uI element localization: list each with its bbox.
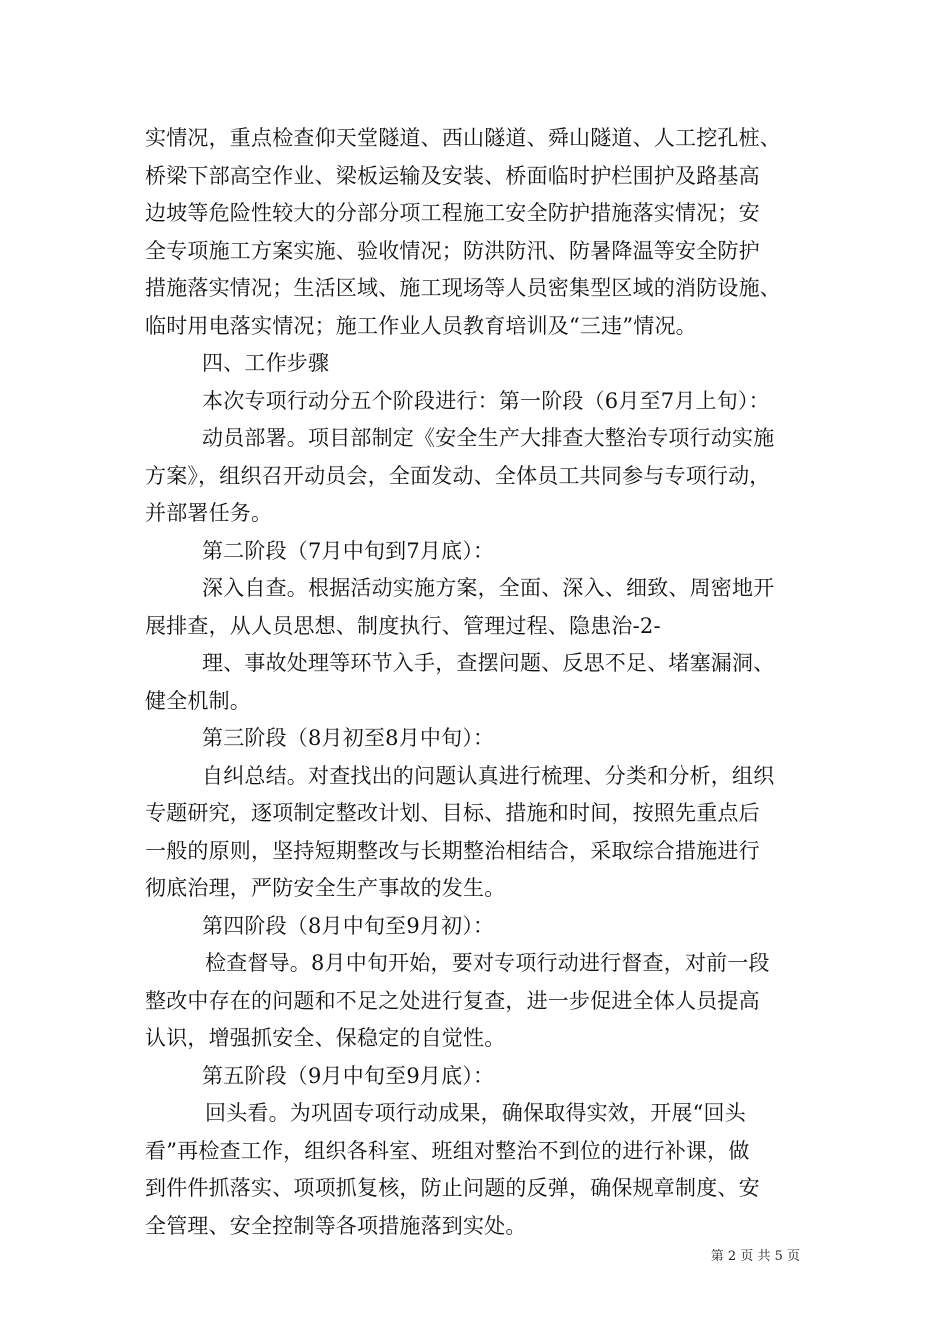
text-line: 到件件抓落实、项项抓复核，防止问题的反弹，确保规章制度、安 <box>145 1176 760 1200</box>
text-line: 专题研究，逐项制定整改计划、目标、措施和时间，按照先重点后 <box>145 801 760 825</box>
section-heading: 四、工作步骤 <box>202 351 330 375</box>
text-line: 临时用电落实情况；施工作业人员教育培训及“三违”情况。 <box>145 313 697 338</box>
text-line: 展排查，从人员思想、制度执行、管理过程、隐患治-2- <box>145 613 661 638</box>
text-line: 自纠总结。对查找出的问题认真进行梳理、分类和分析，组织 <box>202 763 775 788</box>
text-line: 实情况，重点检查仰天堂隧道、西山隧道、舜山隧道、人工挖孔桩、 <box>145 126 781 150</box>
text-line: 方案》，组织召开动员会，全面发动、全体员工共同参与专项行动， <box>145 463 771 488</box>
text-line: 整改中存在的问题和不足之处进行复查，进一步促进全体人员提高 <box>145 988 760 1013</box>
stage-heading: 第二阶段（7月中旬到7月底）： <box>202 538 495 563</box>
text-line: 本次专项行动分五个阶段进行：第一阶段（6月至7月上旬）： <box>202 388 770 413</box>
text-line: 动员部署。项目部制定《安全生产大排查大整治专项行动实施 <box>202 426 775 450</box>
document-body <box>145 120 825 1245</box>
text-line: 理、事故处理等环节入手，查摆问题、反思不足、堵塞漏洞、 <box>202 651 775 675</box>
text-line: 全专项施工方案实施、验收情况；防洪防汛、防暑降温等安全防护 <box>145 238 760 263</box>
stage-heading: 第四阶段（8月中旬至9月初）： <box>202 913 495 938</box>
text-line: 彻底治理，严防安全生产事故的发生。 <box>145 876 506 900</box>
text-line: 健全机制。 <box>145 688 251 713</box>
page-number-footer: 第 2 页 共 5 页 <box>710 1249 800 1264</box>
text-line: 深入自查。根据活动实施方案，全面、深入、细致、周密地开 <box>202 576 775 600</box>
text-line: 桥梁下部高空作业、梁板运输及安装、桥面临时护栏围护及路基高 <box>145 163 760 188</box>
text-line: 边坡等危险性较大的分部分项工程施工安全防护措施落实情况；安 <box>145 201 760 225</box>
stage-heading: 第五阶段（9月中旬至9月底）： <box>202 1063 495 1088</box>
text-line: 全管理、安全控制等各项措施落到实处。 <box>145 1213 527 1238</box>
text-line: 检查督导。8月中旬开始，要对专项行动进行督查，对前一段 <box>205 951 770 975</box>
text-line: 回头看。为巩固专项行动成果，确保取得实效，开展“回头 <box>205 1101 746 1125</box>
text-line: 并部署任务。 <box>145 501 273 525</box>
stage-heading: 第三阶段（8月初至8月中旬）： <box>202 726 495 750</box>
text-line: 措施落实情况；生活区域、施工现场等人员密集型区域的消防设施、 <box>145 276 781 300</box>
text-line: 一般的原则，坚持短期整改与长期整治相结合，采取综合措施进行 <box>145 838 760 863</box>
text-line: 认识，增强抓安全、保稳定的自觉性。 <box>145 1026 506 1050</box>
text-line: 看”再检查工作，组织各科室、班组对整治不到位的进行补课，做 <box>145 1138 750 1163</box>
